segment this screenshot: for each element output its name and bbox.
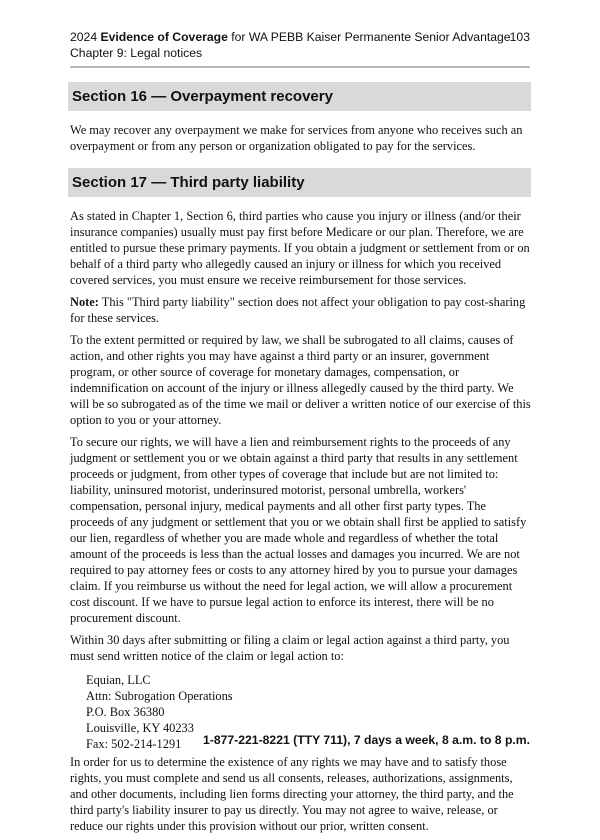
section-16-heading: Section 16 — Overpayment recovery: [68, 82, 531, 111]
note-paragraph: [70, 294, 531, 326]
note-text: This "Third party liability" section does not affect your obligation to pay cost-sharing for these services.: [70, 295, 526, 325]
paragraph-lien: To secure our rights, we will have a lien and reimbursement rights to the proceeds of any judgment or settlement you or we obtain against a third party that results in any settlement proceeds or judgment, from other types of coverage that include but are not limited to: liability, uninsured motorist, underinsured motorist, personal umbrella, workers' compensation, personal injury, medical payments and all other first party types. The proceeds of any judgment or settlement that you or we obtain shall first be applied to satisfy our lien, regardless of whether you are made whole and regardless of whether the total amount of the proceeds is less than the actual losses and damages you incurred. We are not required to pay attorney fees or costs to any attorney hired by you to pursue your damages claim. If you reimburse us without the need for legal action, we will allow a procurement cost discount. If we have to pursue legal action to enforce its interest, there will be no procurement discount.: [70, 435, 527, 625]
address-line: Attn: Subrogation Operations: [86, 689, 233, 703]
paragraph-subrogation: To the extent permitted or required by law, we shall be subrogated to all claims, causes of action, and other rights you may have against a third party or an insurer, government program, or other source of coverage for monetary damages, compensation, or indemnification on account of the injury or illness allegedly caused by the third party. We will be so subrogated as of the time we mail or deliver a written notice of our exercise of this option to you or your attorney.: [70, 333, 531, 427]
header-title-line: [70, 29, 530, 45]
paragraph-notice: Within 30 days after submitting or filing a claim or legal action against a third party, you must send written notice of the claim or legal action to:: [70, 633, 510, 663]
section-16-paragraph: We may recover any overpayment we make for services from anyone who receives such an overpayment or from any person or organization obligated to pay for the services.: [70, 123, 523, 153]
page-number: 103: [509, 30, 530, 44]
address-line: P.O. Box 36380: [86, 705, 165, 719]
header-plan: for WA PEBB Kaiser Permanente Senior Advantage: [231, 30, 511, 44]
page-body: [70, 82, 531, 840]
address-line: Equian, LLC: [86, 673, 151, 687]
footer-contact: 1-877-221-8221 (TTY 711), 7 days a week, 8 a.m. to 8 p.m.: [203, 733, 530, 747]
address-line: Fax: 502-214-1291: [86, 737, 182, 751]
paragraph-third-parties: As stated in Chapter 1, Section 6, third parties who cause you injury or illness (and/or their insurance companies) usually must pay first before Medicare or our plan. Therefore, we are entitled to pursue these primary payments. If you obtain a judgment or settlement from or on behalf of a third party who allegedly caused an injury or illness for which you received covered services, you must ensure we receive reimbursement for those services.: [70, 209, 530, 287]
header-chapter: Chapter 9: Legal notices: [70, 46, 203, 60]
paragraph-consents: In order for us to determine the existence of any rights we may have and to satisfy those rights, you must complete and send us all consents, releases, authorizations, assignments, and other documents, including lien forms directing your attorney, the third party, and the third party's liability insurer to pay us directly. You may not agree to waive, release, or reduce our rights under this provision without our prior, written consent.: [70, 755, 514, 833]
header-doc-title: Evidence of Coverage: [100, 30, 228, 44]
section-17-heading: Section 17 — Third party liability: [68, 168, 531, 197]
header-divider: [70, 66, 530, 68]
header-year: 2024: [70, 30, 98, 44]
note-label: Note:: [70, 295, 99, 309]
page-header: [70, 29, 530, 61]
address-line: Louisville, KY 40233: [86, 721, 194, 735]
